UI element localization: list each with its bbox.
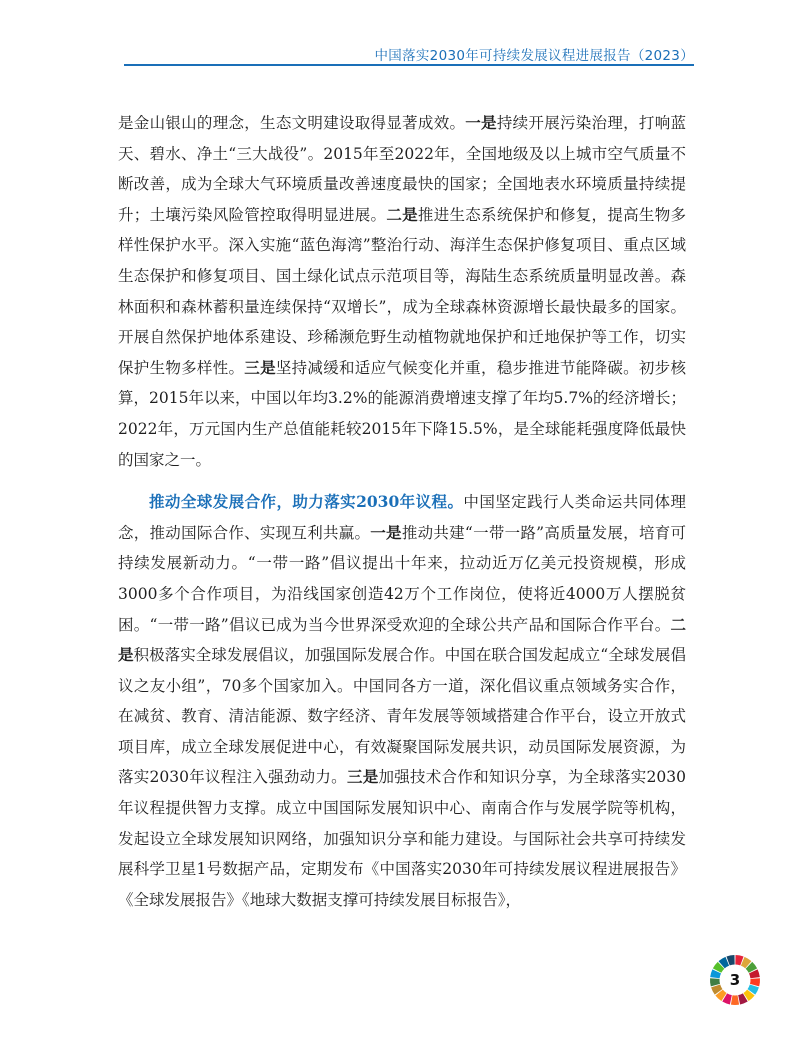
main-text	[118, 108, 686, 915]
text-segment: 加强技术合作和知识分享，为全球落实2030年议程提供智力支撑。成立中国国际发展知识中心、南南合作与发展学院等机构，发起设立全球发展知识网络，加强知识分享和能力建设。与国际社会共享可持续发展科学卫星1号数据产品，定期发布《中国落实2030年可持续发展议程进展报告》《全球发展报告》《地球大数据支撑可持续发展目标报告》，	[118, 768, 686, 909]
paragraph-global-cooperation	[118, 487, 686, 915]
point-marker: 三是	[244, 357, 276, 377]
point-marker: 一是	[465, 113, 497, 132]
page-badge	[709, 954, 761, 1006]
header-divider	[124, 64, 694, 66]
text-segment: 中国坚定践行人类命运共同体理念，推动国际合作、实现互利共赢。	[118, 493, 686, 542]
paragraph-ecology	[118, 108, 686, 475]
text-segment: 推动共建“一带一路”高质量发展，培育可持续发展新动力。“一带一路”倡议提出十年来，拉动近万亿美元投资规模，形成3000多个合作项目，为沿线国家创造42万个工作岗位，使将近4000万人摆脱贫困。“一带一路”倡议已成为当今世界深受欢迎的全球公共产品和国际合作平台。	[118, 523, 686, 634]
point-marker: 二是	[386, 204, 418, 224]
point-marker: 三是	[346, 767, 379, 787]
point-marker: 二是	[118, 614, 686, 665]
text-segment: 是金山银山的理念，生态文明建设取得显著成效。	[118, 114, 466, 132]
point-marker: 一是	[370, 522, 402, 542]
text-segment: 积极落实全球发展倡议，加强国际发展合作。中国在联合国发起成立“全球发展倡议之友小组”，70多个国家加入。中国同各方一道，深化倡议重点领域务实合作，在减贫、教育、清洁能源、数字经济、青年发展等领域搭建合作平台，设立开放式项目库，成立全球发展促进中心，有效凝聚国际发展共识，动员国际发展资源，为落实2030年议程注入强劲动力。	[118, 646, 686, 787]
paragraph-lead-heading: 推动全球发展合作，助力落实2030年议程。	[149, 492, 464, 512]
page-number: 3	[729, 971, 741, 989]
report-header-title: 中国落实2030年可持续发展议程进展报告（2023）	[374, 48, 694, 64]
text-segment: 坚持减缓和适应气候变化并重，稳步推进节能降碳。初步核算，2015年以来，中国以年均3.2%的能源消费增速支撑了年均5.7%的经济增长；2022年，万元国内生产总值能耗较2015年下降15.5%，是全球能耗强度降低最快的国家之一。	[118, 358, 686, 469]
text-segment: 推进生态系统保护和修复，提高生物多样性保护水平。深入实施“蓝色海湾”整治行动、海洋生态保护修复项目、重点区域生态保护和修复项目、国土绿化试点示范项目等，海陆生态系统质量明显改善。森林面积和森林蓄积量连续保持“双增长”，成为全球森林资源增长最快最多的国家。开展自然保护地体系建设、珍稀濒危野生动植物就地保护和迁地保护等工作，切实保护生物多样性。	[118, 205, 686, 377]
text-segment: 持续开展污染治理，打响蓝天、碧水、净土“三大战役”。2015年至2022年，全国地级及以上城市空气质量不断改善，成为全球大气环境质量改善速度最快的国家；全国地表水环境质量持续提升；土壤污染风险管控取得明显进展。	[118, 114, 686, 224]
